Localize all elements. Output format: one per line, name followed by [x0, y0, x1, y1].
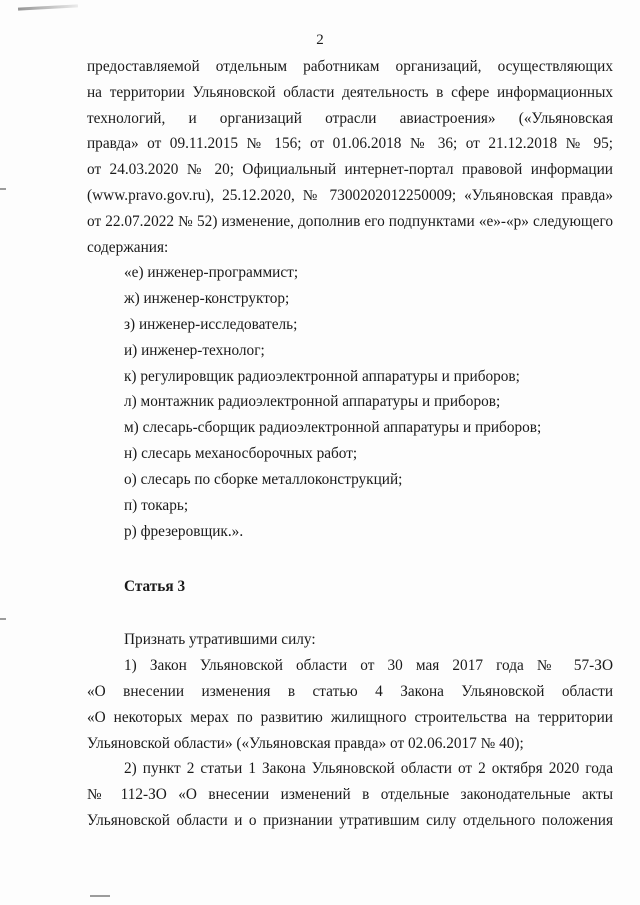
list-item: р) фрезеровщик.». [124, 522, 244, 540]
scan-artifact [0, 618, 6, 620]
paragraph-line: от 22.07.2022 № 52) изменение, дополнив его подпунктами «е»-«р» следующего [87, 212, 613, 230]
scan-artifact [90, 895, 110, 897]
list-item: к) регулировщик радиоэлектронной аппаратуры и приборов; [124, 367, 520, 385]
paragraph-line: 1) Закон Ульяновской области от 30 мая 2017 года № 57-ЗО [124, 656, 613, 674]
paragraph-line: № 112-ЗО «О внесении изменений в отдельные законодательные акты [87, 786, 613, 804]
article-heading: Статья 3 [124, 578, 186, 595]
list-item: «е) инженер-программист; [124, 264, 299, 281]
scan-artifact [18, 4, 78, 10]
list-item: м) слесарь-сборщик радиоэлектронной аппаратуры и приборов; [124, 419, 542, 437]
paragraph-line: «О некоторых мерах по развитию жилищного строительства на территории [87, 708, 613, 726]
article-body [87, 627, 613, 834]
scan-artifact [0, 188, 6, 190]
list-item: п) токарь; [124, 497, 189, 515]
paragraph-line: от 24.03.2020 № 20; Официальный интернет-портал правовой информации [87, 161, 613, 179]
paragraph-line: технологий, и организаций отрасли авиастроения» («Ульяновская [87, 109, 613, 127]
list-item: ж) инженер-конструктор; [124, 289, 290, 307]
paragraph-line: 2) пункт 2 статьи 1 Закона Ульяновской области от 2 октября 2020 года [124, 760, 613, 778]
list-item: л) монтажник радиоэлектронной аппаратуры и приборов; [124, 393, 501, 411]
subparagraph-list [124, 260, 541, 545]
list-item: и) инженер-технолог; [124, 341, 265, 359]
page-number: 2 [316, 32, 324, 48]
list-item: н) слесарь механосборочных работ; [124, 445, 358, 463]
paragraph-line: «О внесении изменения в статью 4 Закона Ульяновской области [87, 682, 613, 700]
paragraph-line: предоставляемой отдельным работникам организаций, осуществляющих [87, 58, 613, 75]
paragraph-line: Ульяновской области» («Ульяновская правда» от 02.06.2017 № 40); [87, 734, 524, 752]
paragraph-line: Ульяновской области и о признании утратившим силу отдельного положения [87, 812, 613, 830]
intro-paragraph [87, 54, 613, 260]
paragraph-line: правда» от 09.11.2015 № 156; от 01.06.2018 № 36; от 21.12.2018 № 95; [87, 135, 613, 153]
paragraph-line: (www.pravo.gov.ru), 25.12.2020, № 7300202012250009; «Ульяновская правда» [87, 186, 613, 204]
paragraph-line: Признать утратившими силу: [124, 631, 316, 648]
paragraph-line: на территории Ульяновской области деятельность в сфере информационных [87, 83, 613, 101]
list-item: о) слесарь по сборке металлоконструкций; [124, 471, 403, 489]
paragraph-line: содержания: [87, 238, 169, 256]
list-item: з) инженер-исследователь; [124, 315, 298, 333]
